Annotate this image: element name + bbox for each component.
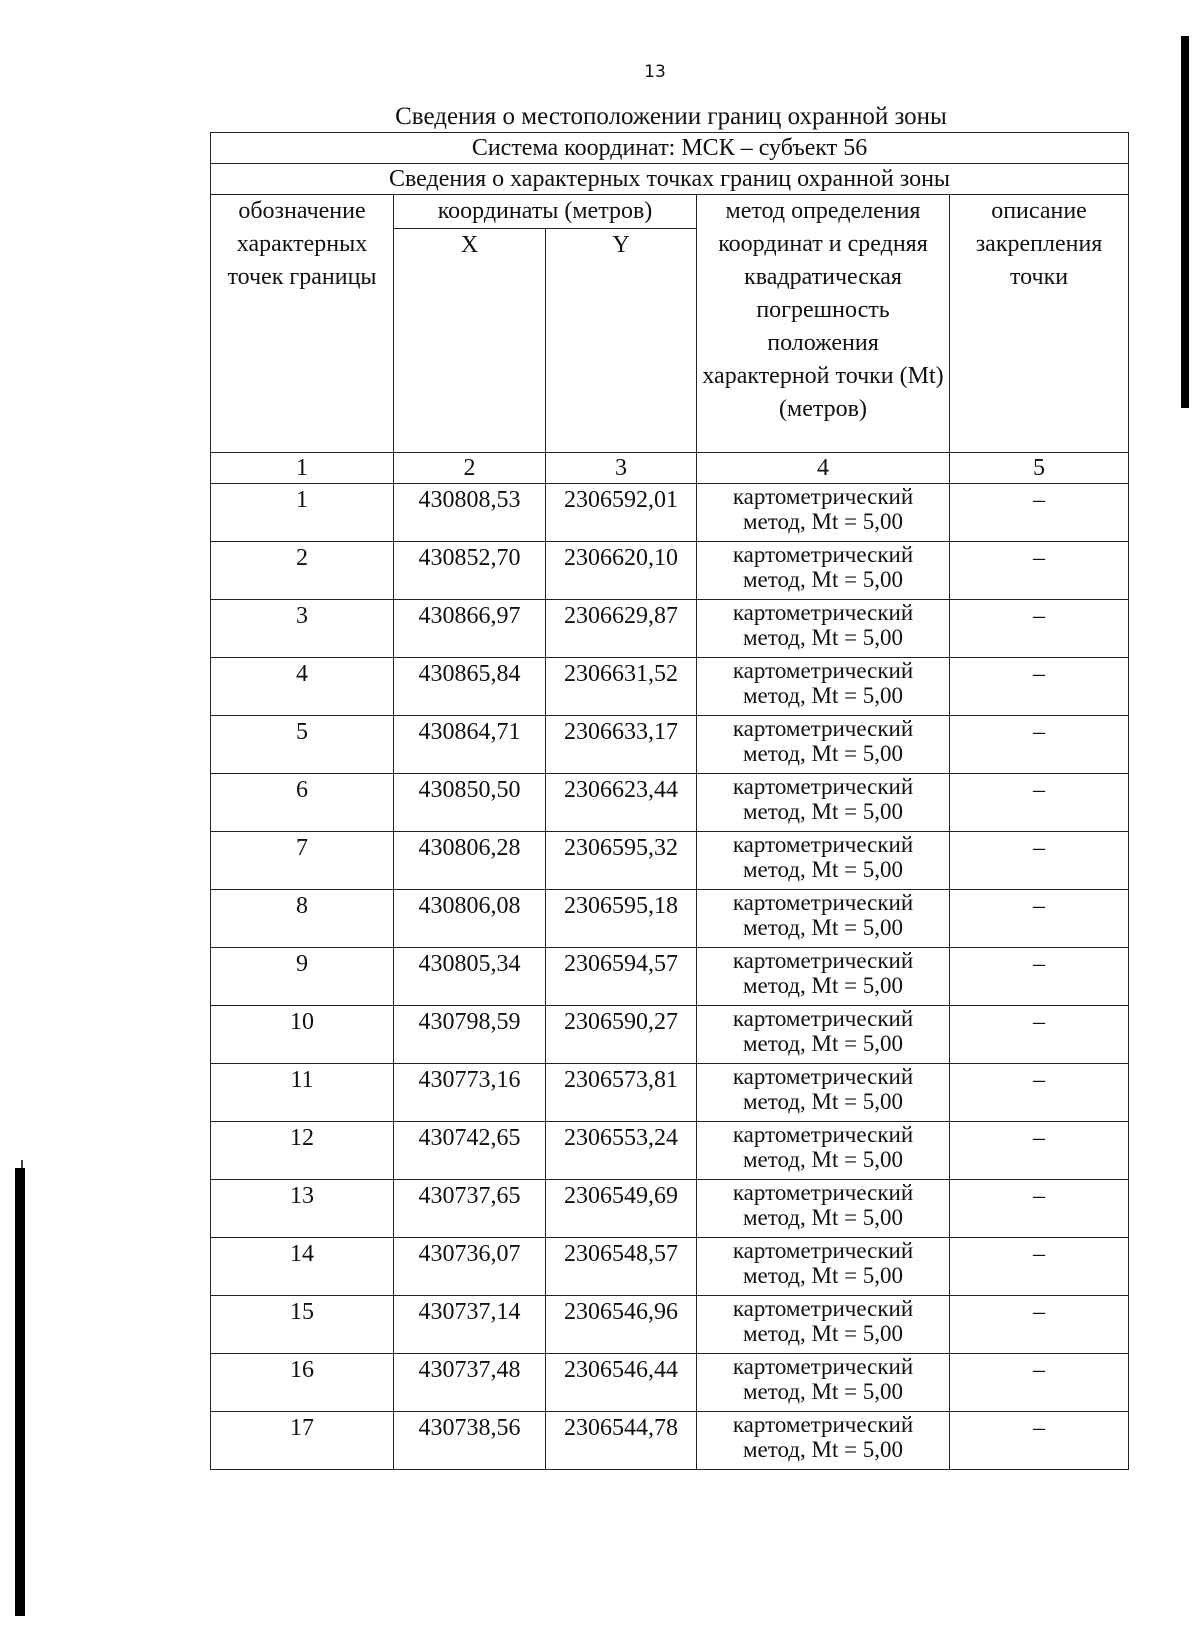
table-row	[211, 716, 1129, 774]
y-cell: 2306549,69	[546, 1180, 697, 1238]
y-cell: 2306573,81	[546, 1064, 697, 1122]
table-row	[211, 600, 1129, 658]
description-cell: –	[950, 600, 1129, 658]
x-cell: 430805,34	[394, 948, 546, 1006]
point-cell: 2	[211, 542, 394, 600]
table-row	[211, 1412, 1129, 1470]
scan-edge-mark-left	[15, 1168, 25, 1616]
x-cell: 430738,56	[394, 1412, 546, 1470]
x-cell: 430736,07	[394, 1238, 546, 1296]
table-row	[211, 1238, 1129, 1296]
method-cell: картометрический метод, Mt = 5,00	[697, 542, 950, 600]
x-cell: 430864,71	[394, 716, 546, 774]
table-row	[211, 1354, 1129, 1412]
table-row	[211, 1006, 1129, 1064]
column-number-row	[211, 453, 1129, 484]
table-row	[211, 1064, 1129, 1122]
table-row	[211, 484, 1129, 542]
column-number: 5	[950, 453, 1129, 484]
header-row	[211, 195, 1129, 229]
method-cell: картометрический метод, Mt = 5,00	[697, 890, 950, 948]
table-row	[211, 1122, 1129, 1180]
x-cell: 430737,48	[394, 1354, 546, 1412]
column-number: 2	[394, 453, 546, 484]
method-cell: картометрический метод, Mt = 5,00	[697, 1354, 950, 1412]
document-title: Сведения о местоположении границ охранной зоны	[395, 103, 947, 130]
x-cell: 430806,28	[394, 832, 546, 890]
description-cell: –	[950, 658, 1129, 716]
x-cell: 430742,65	[394, 1122, 546, 1180]
header-x: X	[394, 229, 546, 453]
y-cell: 2306595,18	[546, 890, 697, 948]
y-cell: 2306594,57	[546, 948, 697, 1006]
y-cell: 2306590,27	[546, 1006, 697, 1064]
description-cell: –	[950, 484, 1129, 542]
x-cell: 430850,50	[394, 774, 546, 832]
point-cell: 5	[211, 716, 394, 774]
description-cell: –	[950, 1180, 1129, 1238]
description-cell: –	[950, 716, 1129, 774]
description-cell: –	[950, 1296, 1129, 1354]
description-cell: –	[950, 774, 1129, 832]
y-cell: 2306631,52	[546, 658, 697, 716]
y-cell: 2306544,78	[546, 1412, 697, 1470]
header-point: обозначение характерных точек границы	[211, 195, 394, 453]
table-row	[211, 948, 1129, 1006]
point-cell: 8	[211, 890, 394, 948]
point-cell: 4	[211, 658, 394, 716]
table-row	[211, 658, 1129, 716]
point-cell: 14	[211, 1238, 394, 1296]
method-cell: картометрический метод, Mt = 5,00	[697, 1122, 950, 1180]
method-cell: картометрический метод, Mt = 5,00	[697, 948, 950, 1006]
y-cell: 2306595,32	[546, 832, 697, 890]
table-row	[211, 1296, 1129, 1354]
boundary-points-table	[210, 132, 1129, 1470]
description-cell: –	[950, 1006, 1129, 1064]
table-row	[211, 774, 1129, 832]
description-cell: –	[950, 1064, 1129, 1122]
method-cell: картометрический метод, Mt = 5,00	[697, 484, 950, 542]
method-cell: картометрический метод, Mt = 5,00	[697, 1412, 950, 1470]
x-cell: 430808,53	[394, 484, 546, 542]
description-cell: –	[950, 948, 1129, 1006]
point-cell: 3	[211, 600, 394, 658]
method-cell: картометрический метод, Mt = 5,00	[697, 600, 950, 658]
method-cell: картометрический метод, Mt = 5,00	[697, 1296, 950, 1354]
description-cell: –	[950, 1238, 1129, 1296]
x-cell: 430866,97	[394, 600, 546, 658]
coord-system-label: Система координат: МСК – субъект 56	[211, 133, 1129, 164]
table-row	[211, 1180, 1129, 1238]
x-cell: 430806,08	[394, 890, 546, 948]
page-number: 13	[644, 62, 666, 82]
header-method: метод определения координат и средняя квадратическая погрешность положения характерной точки (Mt) (метров)	[697, 195, 950, 453]
point-cell: 12	[211, 1122, 394, 1180]
x-cell: 430773,16	[394, 1064, 546, 1122]
point-cell: 6	[211, 774, 394, 832]
header-description: описание закрепления точки	[950, 195, 1129, 453]
method-cell: картометрический метод, Mt = 5,00	[697, 1180, 950, 1238]
point-cell: 11	[211, 1064, 394, 1122]
x-cell: 430737,14	[394, 1296, 546, 1354]
point-cell: 15	[211, 1296, 394, 1354]
y-cell: 2306633,17	[546, 716, 697, 774]
method-cell: картометрический метод, Mt = 5,00	[697, 774, 950, 832]
header-coords: координаты (метров)	[394, 195, 697, 229]
point-cell: 10	[211, 1006, 394, 1064]
column-number: 4	[697, 453, 950, 484]
points-heading-row	[211, 164, 1129, 195]
point-cell: 13	[211, 1180, 394, 1238]
point-cell: 9	[211, 948, 394, 1006]
table-row	[211, 832, 1129, 890]
point-cell: 7	[211, 832, 394, 890]
table-row	[211, 890, 1129, 948]
point-cell: 1	[211, 484, 394, 542]
x-cell: 430865,84	[394, 658, 546, 716]
method-cell: картометрический метод, Mt = 5,00	[697, 1006, 950, 1064]
description-cell: –	[950, 1412, 1129, 1470]
y-cell: 2306623,44	[546, 774, 697, 832]
column-number: 3	[546, 453, 697, 484]
method-cell: картометрический метод, Mt = 5,00	[697, 1064, 950, 1122]
y-cell: 2306546,96	[546, 1296, 697, 1354]
column-number: 1	[211, 453, 394, 484]
description-cell: –	[950, 1122, 1129, 1180]
description-cell: –	[950, 832, 1129, 890]
table-row	[211, 542, 1129, 600]
point-cell: 17	[211, 1412, 394, 1470]
description-cell: –	[950, 1354, 1129, 1412]
y-cell: 2306548,57	[546, 1238, 697, 1296]
method-cell: картометрический метод, Mt = 5,00	[697, 832, 950, 890]
point-cell: 16	[211, 1354, 394, 1412]
method-cell: картометрический метод, Mt = 5,00	[697, 1238, 950, 1296]
y-cell: 2306629,87	[546, 600, 697, 658]
x-cell: 430852,70	[394, 542, 546, 600]
header-y: Y	[546, 229, 697, 453]
x-cell: 430737,65	[394, 1180, 546, 1238]
points-heading-label: Сведения о характерных точках границ охранной зоны	[211, 164, 1129, 195]
scan-edge-mark-right	[1181, 36, 1189, 408]
x-cell: 430798,59	[394, 1006, 546, 1064]
description-cell: –	[950, 890, 1129, 948]
method-cell: картометрический метод, Mt = 5,00	[697, 716, 950, 774]
method-cell: картометрический метод, Mt = 5,00	[697, 658, 950, 716]
y-cell: 2306620,10	[546, 542, 697, 600]
description-cell: –	[950, 542, 1129, 600]
y-cell: 2306553,24	[546, 1122, 697, 1180]
y-cell: 2306546,44	[546, 1354, 697, 1412]
y-cell: 2306592,01	[546, 484, 697, 542]
coord-system-row	[211, 133, 1129, 164]
